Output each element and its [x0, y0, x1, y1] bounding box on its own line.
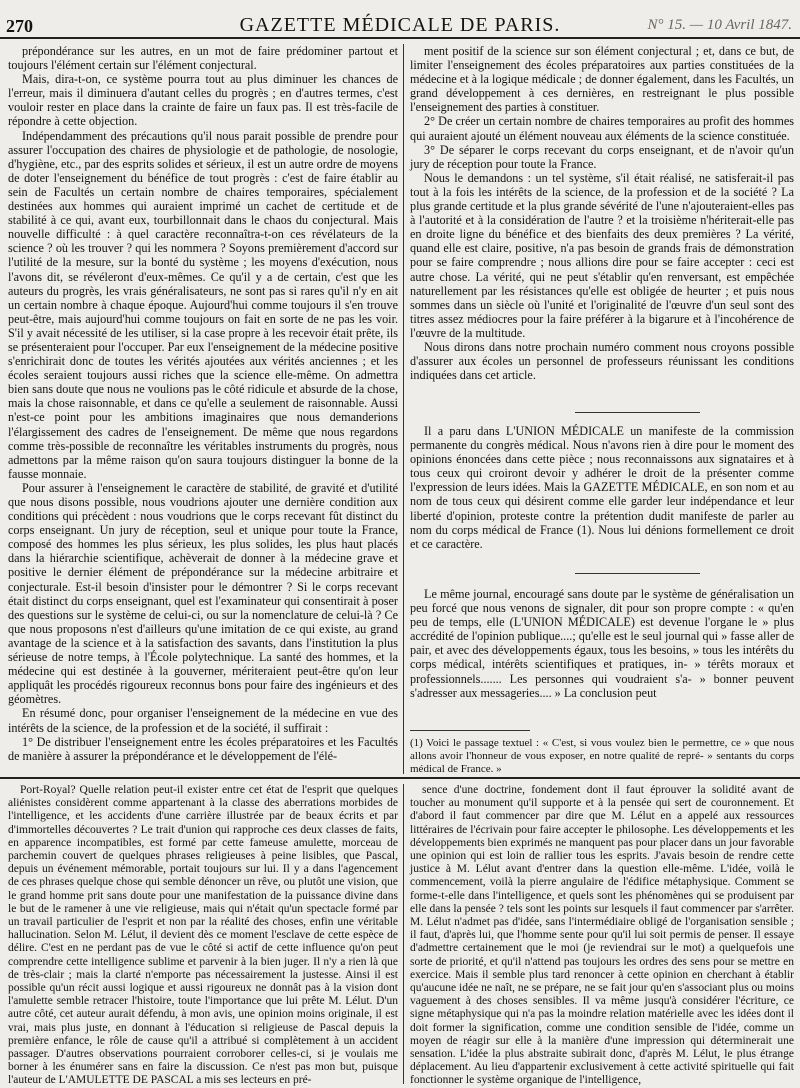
feuilleton-right	[410, 784, 794, 1088]
union-medicale-followup	[410, 587, 794, 700]
paragraph: Pour assurer à l'enseignement le caractère de stabilité, de gravité et d'utilité que nous disons possible, nous voudrions ajouter une dernière condition aux conditions qui précèdent : nous voudrions que le corps recevant fût distinct du corps enseignant. Un jury de réception, seul et unique pour toute la France, composé des hommes les plus sérieux, les plus solides, les plus haut placés dans la hiérarchie scientifique, achèverait de donner à la médecine grave et positive le dernier élément de prépondérance sur la médecine arbitraire et conjecturale. Est-il besoin d'insister pour le démontrer ? Si le corps recevant était distinct du corps enseignant, quel est l'examinateur qui consentirait à poser des questions sur le système de celui-ci, ou sur la nomenclature de celui-là ? Ce que nous proposons n'est d'ailleurs qu'une imitation de ce qui existe, au grand avantage de la science et à la satisfaction des savants, dans l'institution la plus sérieuse de notre temps, à l'École polytechnique. La santé des hommes, et la médecine qui est destinée à la gouverner, mériteraient peut-être qu'on leur appliquât les procédés rigoureux reconnus bons pour faire des ingénieurs et des géomètres.	[8, 480, 398, 707]
left-column	[8, 44, 398, 763]
footnote: (1) Voici le passage textuel : « C'est, si vous voulez bien le permettre, ce » que nous allons avoir l'honneur de vous exposer, en notre qualité de repré- » sentants du corps médical de France. »	[410, 737, 794, 775]
paragraph: 1° De distribuer l'enseignement entre les écoles préparatoires et les Facultés de manière à assurer la prépondérance et le développement de l'élé-	[8, 734, 398, 763]
feuilleton-divider	[403, 784, 404, 1084]
paragraph: Port-Royal? Quelle relation peut-il exister entre cet état de l'esprit que quelques aliénistes considèrent comme appartenant à la classe des aberrations morbides de l'intelligence, et les accidents d'une carrière illustrée par de beaux écrits et par d'immortelles découvertes ? Le trait d'union qui rapproche ces deux classes de faits, en apparence incompatibles, est formé par cette fameuse amulette, morceau de parchemin couvert de quelques phrases religieuses à peine lisibles, que Pascal, depuis un événement mémorable, portait toujours sur lui. Il y a dans l'agencement de ces phrases quelque chose qui semble dénoncer un rêve, ou plutôt une vision, que le grand homme prit sans doute pour une manifestation de la puissance divine dans le but de le ramener à une vie religieuse, mais qui n'était qu'un spectacle formé par un travail particulier de l'esprit et non par la réalité des choses, enfin une véritable hallucination. Selon M. Lélut, il devient dès ce moment l'esclave de cette espèce de délire. C'est en ne perdant pas de vue le côté si actif de cette influence qu'on peut comprendre cette intelligence sublime et parvenir à la bien juger. Il n'y a rien là que de très-clair ; mais la clarté n'emporte pas nécessairement la justesse. Ainsi il est possible qu'un récit aussi logique et aussi rigoureux ne donnât pas à la vision dont l'amulette semble retracer l'histoire, toute l'importance que lui prête M. Lélut. D'un autre côté, cet auteur aurait défendu, à mon avis, une opinion moins originale, il est vrai, mais plus juste, en donnant à l'éducation si religieuse de Pascal depuis la première enfance, le rôle de cause qu'il a attribué si complètement à un accident passager. D'autres observations pourraient corroborer celles-ci, si je voulais me borner à les énumérer sans en faire la discussion. Ce n'est pas mon but, puisque l'auteur de L'AMULETTE DE PASCAL a mis ses lecteurs en pré-	[8, 784, 398, 1087]
journal-title: GAZETTE MÉDICALE DE PARIS.	[239, 14, 561, 36]
paragraph: Mais, dira-t-on, ce système pourra tout au plus diminuer les chances de l'erreur, mais il diminuera d'autant celles du progrès ; en d'autres termes, c'est vouloir rester en place dans la crainte de faire un faux pas. Il est très-facile de répondre à cette objection.	[8, 72, 398, 129]
issue-stamp: N° 15. — 10 Avril 1847.	[647, 17, 792, 33]
section-divider	[575, 412, 700, 413]
paragraph: Le même journal, encouragé sans doute par le système de généralisation un peu forcé que nous venons de signaler, dit pour son propre compte : « qu'en peu de temps, elle (L'UNION MÉDICALE) est devenue l'organe le » plus accrédité de l'opinion publique....; qu'elle est le seul journal qui » fasse aller de pair, et avec des développements égaux, tous les besoins, » tous les intérêts du corps médical, intérêts scientifiques et pratiques, in- » térêts moraux et professionnels....... Les personnes qui voudraient s'a- » bonner peuvent s'adresser aux messageries.... » La conclusion peut	[410, 587, 794, 700]
paragraph: Indépendamment des précautions qu'il nous parait possible de prendre pour assurer l'occupation des chaires de physiologie et de pathologie, de nosologie, d'hygiène, etc., par des esprits solides et sérieux, il est un autre ordre de moyens de doter l'enseignement du bénéfice de tout progrès : c'est de faire établir au sein de Facultés un certain nombre de chaires temporaires, spécialement destinées aux hommes qui auraient imprimé un cachet de certitude et de stabilité à ce qui, avant eux, tourbillonnait dans le chaos du conjectural. Mais nouvelle difficulté : à quel caractère reconnaîtra-t-on ces révélateurs de la science ? où les trouver ? qui les nommera ? Soyons premièrement d'accord sur l'utilité de la mesure, sur la bonté du système ; les moyens d'exécution, nous l'avons dit, se révéleront d'eux-mêmes. Ce qu'il y a de certain, c'est que les auteurs du progrès, les vrais généralisateurs, ne sont pas si rares qu'il n'y en ait un certain nombre à chaque époque. Aujourd'hui comme toujours il s'en trouve peut-être, mais aujourd'hui comme toujours on fait en sorte de ne pas les voir. S'il y avait nécessité de les utiliser, si la case propre à les recevoir était prête, ils se présenteraient pour l'occuper. Par eux l'enseignement de la médecine positive s'enrichirait donc de toutes les vérités ajoutées aux vérités anciennes ; et les écoles seraient toujours aussi riches que la science elle-même. On admettra bien sans doute que nous ne voulions pas le côté ridicule et absurde de la chose, mais la chose raisonnable, et dans ce qu'elle a seulement de raisonnable. Aussi n'est-ce point pour les ambitions imaginaires que nous demanderions l'élargissement des cadres de l'enseignement. De même que nous regardons comme très-possible de reconnaître les véritables instruments du progrès, nous admettons par la même raison qu'on saura toujours distinguer la bonne de la fausse monnaie.	[8, 128, 398, 481]
paragraph: 2° De créer un certain nombre de chaires temporaires au profit des hommes qui auraient ajouté un élément nouveau aux éléments de la science constituée.	[410, 114, 794, 143]
paragraph: ment positif de la science sur son élément conjectural ; et, dans ce but, de limiter l'enseignement des écoles préparatoires aux parties constituées de la médecine et à la logique médicale ; de donner également, dans les Facultés, un grand développement à ces dernières, en restreignant le plus possible l'enseignement des parties à constituer.	[410, 44, 794, 115]
right-column	[410, 44, 794, 382]
paragraph: Nous dirons dans notre prochain numéro comment nous croyons possible d'assurer aux écoles un personnel de professeurs réunissant les conditions indiquées dans cet article.	[410, 339, 794, 383]
feuilleton-separator	[0, 777, 800, 779]
header-rule	[0, 37, 800, 39]
page-header	[6, 12, 794, 38]
paragraph: prépondérance sur les autres, en un mot de faire prédominer partout et toujours l'élément certain sur l'élément conjectural.	[8, 44, 398, 73]
footnote-rule	[410, 730, 530, 731]
page-number: 270	[6, 16, 33, 36]
column-divider	[403, 44, 404, 774]
paragraph: sence d'une doctrine, fondement dont il faut éprouver la solidité avant de toucher au monument qu'il supporte et à la pensée qui sert de couronnement. Et d'abord il faut commencer par dire que M. Lélut en a appelé aux ressources littéraires de l'écrivain pour faire accepter le philosophe. Les développements et les développements bien exprimés ne manquent pas pour placer dans un jour favorable une opinion qui est loin de rallier tous les esprits. J'avais besoin de rendre cette justice à M. Lélut avant d'entrer dans la question elle-même. L'idée, voilà le commencement, voilà la pierre angulaire de l'édifice métaphysique. Comment se forme-t-elle dans l'intelligence, et quels sont les phénomènes qui se produisent par elle dans la pensée ? tels sont les points sur lesquels il faut commencer par s'arrêter. M. Lélut n'admet pas d'idée, sans l'intermédiaire obligé de l'organisation sensible ; il faut, d'après lui, que l'homme sente pour qu'il lui soit permis de penser. Il essaye d'admettre certainement que le moi (je reviendrai sur le mot) a quelquefois une sorte de priorité, et qu'il n'attend pas toujours les ordres des sens pour se mettre en exercice. Mais il semble plus tard renoncer à cette opinion en cherchant à établir qu'aucune idée ne naît, ne se prépare, ne se fait jour qu'en s'associant plus ou moins vaguement à des choses sensibles. Il va même jusqu'à considérer l'écriture, ce signe métaphysique qui n'a pas la moindre relation matérielle avec les idées dont il doit former la signification, comme une condition sensible de l'idée, comme un moyen de réagir sur elle à la manière d'une impression qui déterminerait une sensation. L'idée la plus abstraite subirait donc, d'après M. Lélut, le plus étrange déplacement. Au lieu d'appartenir exclusivement à cette activité spirituelle qui fait fonctionner le système organique de l'intelligence,	[410, 784, 795, 1087]
feuilleton-left	[8, 784, 398, 1088]
paragraph: Nous le demandons : un tel système, s'il était réalisé, ne satisferait-il pas tout à la fois les intérêts de la science, de la profession et de la société ? La plus grande certitude et la plus grande sévérité de l'une n'ajouteraient-elles pas à l'autorité et à la considération de l'autre ? et la troisième n'hériterait-elle pas en droite ligne du bénéfice et des bienfaits des deux premières ? La vérité, quand elle est claire, positive, n'a pas besoin de grands frais de démonstration pour se faire comprendre ; nous allions dire pour se faire accepter : ceci est autre chose. La vérité, qui ne peut s'établir qu'en renversant, est empêchée naturellement par les résistances qu'elle est obligée de heurter ; et puis nous sommes dans un siècle où l'unité et l'originalité de l'œuvre d'un seul sont des titres assez médiocres pour la faire préférer à la bigarure et à l'incohérence de l'œuvre de la multitude.	[410, 170, 794, 340]
section-divider	[575, 573, 700, 574]
paragraph: En résumé donc, pour organiser l'enseignement de la médecine en vue des intérêts de la science, de la profession et de la société, il suffirait :	[8, 706, 398, 735]
paragraph: 3° De séparer le corps recevant du corps enseignant, et de n'avoir qu'un jury de réception pour toute la France.	[410, 142, 794, 171]
paragraph: Il a paru dans L'UNION MÉDICALE un manifeste de la commission permanente du congrès médical. Nous n'avons rien à dire pour le moment des opinions énoncées dans cette pièce ; nous reconnaissons aux signataires et à tous ceux qui croiront devoir y adhérer le droit de la présenter comme l'expression de leurs idées. Mais la GAZETTE MÉDICALE, en son nom et au nom de tous ceux qui désirent comme elle garder leur indépendance et leur liberté d'opinion, proteste contre la prétention dudit manifeste de parler au nom du corps médical de France (1). Nous lui dénions formellement ce droit et ce caractère.	[410, 424, 794, 551]
union-medicale-notice	[410, 424, 794, 551]
